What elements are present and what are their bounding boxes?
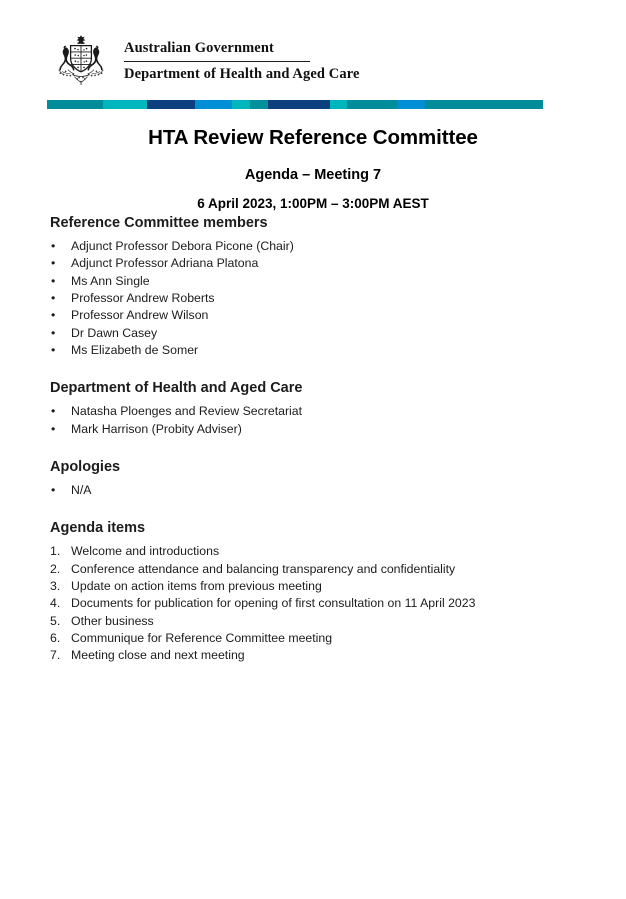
section-heading: Department of Health and Aged Care: [50, 380, 303, 397]
list-item: [50, 482, 590, 499]
section-heading: Reference Committee members: [50, 215, 268, 231]
section-heading: Agenda items: [50, 520, 146, 537]
page-title: HTA Review Reference Committee: [148, 126, 478, 149]
section-reference-committee-members: [50, 214, 590, 359]
list-number-marker: 4.: [50, 596, 61, 611]
list-item-label: Documents for publication for opening of first consultation on 11 April 2023: [71, 596, 476, 611]
list-item-label: Ms Ann Single: [71, 273, 150, 288]
list-item: [50, 290, 590, 307]
list-bullet-marker: •: [51, 239, 56, 254]
list-item: [50, 543, 590, 560]
brand-colour-band: [47, 100, 543, 109]
list-number-marker: 5.: [50, 613, 61, 628]
list-number-marker: 6.: [50, 630, 61, 645]
list-item-label: Professor Andrew Wilson: [71, 308, 209, 323]
colour-band-segment: [347, 100, 397, 109]
wordmark-divider: [124, 61, 310, 62]
title-block: [0, 126, 626, 212]
list-item-label: Adjunct Professor Adriana Platona: [71, 256, 259, 271]
list-item-label: Communique for Reference Committee meeting: [71, 630, 333, 645]
bullet-list: [50, 482, 590, 499]
list-item: [50, 630, 590, 647]
list-item-label: Ms Elizabeth de Somer: [71, 342, 199, 357]
document-subtitle: Agenda – Meeting 7: [244, 166, 382, 183]
list-item: [50, 342, 590, 359]
list-item-label: Welcome and introductions: [71, 544, 220, 559]
list-number-marker: 7.: [50, 648, 61, 663]
list-item-label: Meeting close and next meeting: [71, 648, 245, 663]
list-bullet-marker: •: [51, 421, 56, 436]
colour-band-segment: [147, 100, 195, 109]
list-item-label: N/A: [71, 483, 92, 498]
list-item: [50, 307, 590, 324]
bullet-list: [50, 403, 590, 438]
list-item-label: Professor Andrew Roberts: [71, 291, 215, 306]
list-item-label: Other business: [71, 613, 154, 628]
list-item: [50, 647, 590, 664]
government-wordmark: [124, 39, 360, 82]
numbered-list: [50, 543, 590, 664]
wordmark-line-australian-government: Australian Government: [124, 40, 274, 57]
colour-band-segment: [232, 100, 250, 109]
colour-band-segment: [139, 100, 147, 109]
australian-coat-of-arms-icon: [48, 33, 114, 89]
list-item-label: Dr Dawn Casey: [71, 325, 158, 340]
masthead: [48, 33, 360, 89]
list-item-label: Update on action items from previous meeting: [71, 579, 322, 594]
list-item: [50, 561, 590, 578]
list-item: [50, 578, 590, 595]
list-item: [50, 273, 590, 290]
list-bullet-marker: •: [51, 273, 56, 288]
list-item-label: Natasha Ploenges and Review Secretariat: [71, 404, 303, 419]
list-number-marker: 2.: [50, 561, 61, 576]
list-bullet-marker: •: [51, 308, 56, 323]
colour-band-segment: [330, 100, 347, 109]
section-heading: Apologies: [50, 458, 121, 475]
section-department-of-health-and-aged-care: [50, 379, 590, 438]
list-item-label: Conference attendance and balancing transparency and confidentiality: [71, 561, 456, 576]
bullet-list: [50, 238, 590, 359]
list-bullet-marker: •: [51, 325, 56, 340]
document-body: [50, 214, 590, 665]
wordmark-line-department: Department of Health and Aged Care: [124, 65, 360, 82]
list-item: [50, 595, 590, 612]
meeting-datetime: 6 April 2023, 1:00PM – 3:00PM AEST: [197, 195, 429, 211]
section-agenda-items: [50, 519, 590, 664]
colour-band-segment: [250, 100, 268, 109]
list-number-marker: 1.: [50, 544, 61, 559]
list-number-marker: 3.: [50, 579, 61, 594]
colour-band-segment: [268, 100, 330, 109]
list-item: [50, 403, 590, 420]
list-item: [50, 255, 590, 272]
list-bullet-marker: •: [51, 256, 56, 271]
list-item: [50, 421, 590, 438]
list-bullet-marker: •: [51, 404, 56, 419]
list-bullet-marker: •: [51, 483, 56, 498]
colour-band-segment: [397, 100, 425, 109]
colour-band-segment: [47, 100, 103, 109]
list-bullet-marker: •: [51, 291, 56, 306]
list-item: [50, 325, 590, 342]
section-apologies: [50, 458, 590, 499]
list-item: [50, 238, 590, 255]
list-item-label: Mark Harrison (Probity Adviser): [71, 421, 242, 436]
list-bullet-marker: •: [51, 342, 56, 357]
colour-band-segment: [425, 100, 543, 109]
colour-band-segment: [195, 100, 232, 109]
colour-band-segment: [103, 100, 139, 109]
list-item: [50, 613, 590, 630]
list-item-label: Adjunct Professor Debora Picone (Chair): [71, 239, 294, 254]
